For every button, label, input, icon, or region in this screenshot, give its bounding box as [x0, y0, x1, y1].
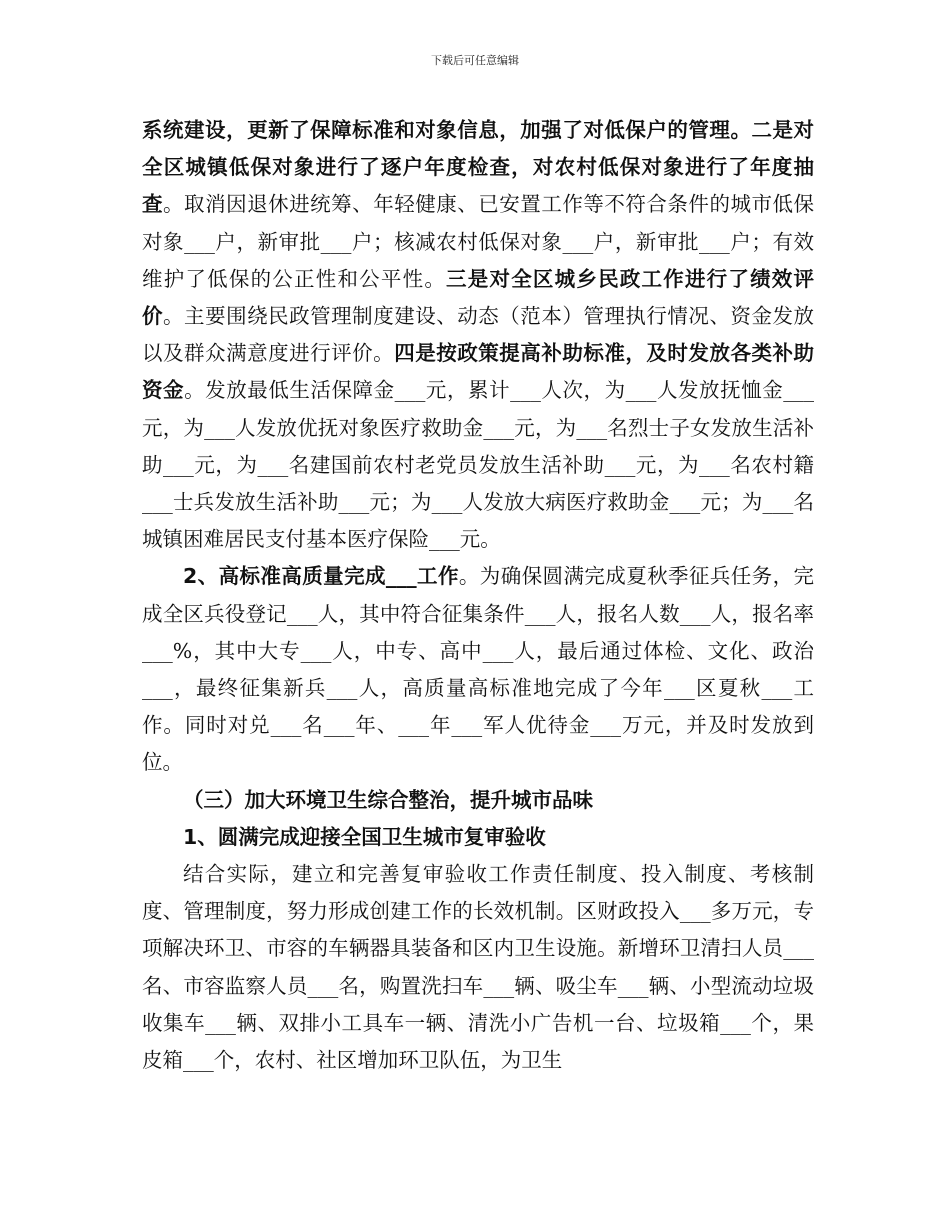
bold-phrase: 三是对全区城乡民政工作进行了绩效评价 [142, 266, 815, 329]
item-heading: 1、圆满完成迎接全国卫生城市复审验收 [183, 824, 546, 849]
body-text: 。为确保圆满完成夏秋季征兵任务，完成全区兵役登记___人，其中符合征集条件___人，报名人数___人，报名率___%，其中大专___人，中专、高中___人，最后通过体检、文化、政治___，最终征集新兵___人，高质量高标准地完成了今年___区夏秋___工作。同时对兑___名___年、___年___军人优待金___万元，并及时发放到位。 [142, 564, 815, 775]
body-text: 。发放最低生活保障金___元，累计___人次，为___人发放抚恤金___元，为___人发放优抚对象医疗救助金___元，为___名烈士子女发放生活补助___元，为___名建国前农村老党员发放生活补助___元，为___名农村籍___士兵发放生活补助___元；为___人发放大病医疗救助金___元；为___名城镇困难居民支付基本医疗保险___元。 [142, 378, 815, 552]
paragraph-recruitment [142, 558, 814, 781]
bold-phrase: 2、高标准高质量完成___工作 [183, 564, 459, 589]
document-body [142, 112, 814, 1079]
bold-phrase: 四是按政策提高补助标准，及时发放各类补助资金 [142, 341, 815, 403]
section-heading: （三）加大环境卫生综合整治，提升城市品味 [183, 787, 593, 812]
paragraph-civil-affairs [142, 112, 814, 558]
body-text: 。取消因退休进统筹、年轻健康、已安置工作等不符合条件的城市低保对象___户，新审批___户；核减农村低保对象___户，新审批___户；有效维护了低保的公正性和公平性。 [142, 192, 815, 291]
paragraph-sanitation: 结合实际，建立和完善复审验收工作责任制度、投入制度、考核制度、管理制度，努力形成创建工作的长效机制。区财政投入___多万元，专项解决环卫、市容的车辆器具装备和区内卫生设施。新增环卫清扫人员___名、市容监察人员___名，购置洗扫车___辆、吸尘车___辆、小型流动垃圾收集车___辆、双排小工具车一辆、清洗小广告机一台、垃圾箱___个，果皮箱___个，农村、社区增加环卫队伍，为卫生 [142, 862, 814, 1073]
bold-phrase: 系统建设，更新了保障标准和对象信息，加强了对低保户的管理。二是对全区城镇低保对象进行了逐户年度检查，对农村低保对象进行了年度抽查 [142, 118, 814, 217]
body-text: 。主要围绕民政管理制度建设、动态（范本）管理执行情况、资金发放以及群众满意度进行评价。 [142, 304, 815, 366]
page-header: 下载后可任意编辑 [431, 54, 519, 67]
